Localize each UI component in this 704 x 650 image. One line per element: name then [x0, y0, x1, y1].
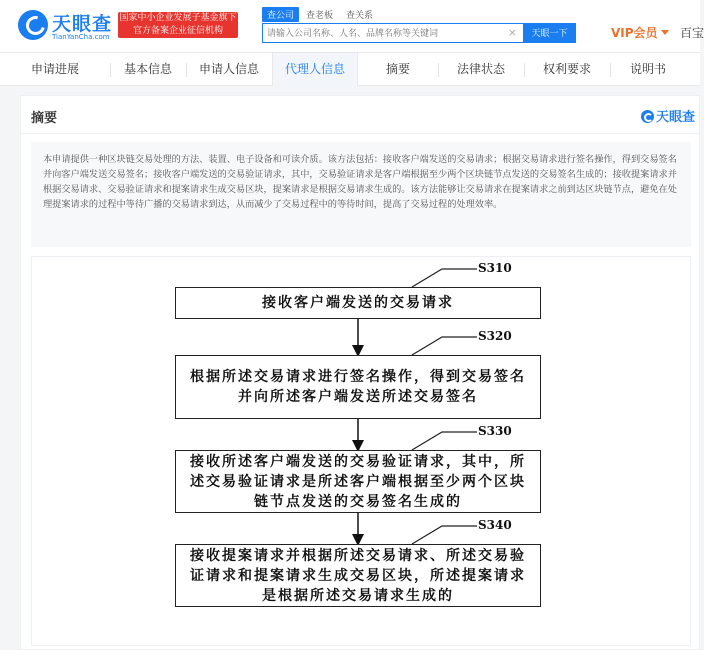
label-leader-line: [412, 269, 477, 287]
abstract-box: [31, 142, 691, 247]
top-header: [0, 0, 704, 53]
step-box-s320: 根据所述交易请求进行签名操作，得到交易签名并向所述客户端发送所述交易签名: [175, 355, 541, 419]
tab-legal-status[interactable]: 法律状态: [456, 62, 505, 76]
tab-basic-info[interactable]: 基本信息: [123, 62, 172, 76]
abstract-header: [21, 96, 701, 134]
logo-eye-icon: [641, 110, 654, 123]
logo-eye-icon: [18, 10, 48, 40]
patent-nav: [0, 53, 700, 86]
tab-description[interactable]: 说明书: [629, 62, 666, 76]
tianyancha-logo[interactable]: [18, 9, 116, 45]
abstract-panel: [20, 95, 700, 650]
flowchart: [32, 257, 692, 647]
search-tab-relation[interactable]: 查关系: [346, 11, 374, 21]
step-label-s310: S310: [478, 261, 512, 275]
label-leader-line: [412, 337, 477, 355]
brand-watermark: [641, 106, 695, 125]
tab-claims[interactable]: 权利要求: [542, 62, 591, 76]
step-label-s330: S330: [478, 424, 512, 438]
tab-applicant-info[interactable]: 申请人信息: [198, 62, 259, 76]
tab-agent-info[interactable]: 代理人信息: [272, 53, 358, 86]
clear-icon[interactable]: ×: [507, 26, 517, 39]
vip-menu[interactable]: [611, 24, 669, 41]
step-label-s340: S340: [478, 518, 512, 532]
vip-label: VIP会员: [611, 26, 658, 40]
tab-abstract[interactable]: 摘要: [385, 62, 410, 76]
section-title: 摘要: [31, 111, 58, 126]
step-box-s330: 接收所述客户端发送的交易验证请求，其中，所述交易验证请求是所述客户端根据至少两个区块链节点发送的交易签名生成的: [175, 450, 541, 513]
baike-link[interactable]: 百宝: [680, 26, 704, 40]
search-button[interactable]: 天眼一下: [523, 23, 576, 43]
abstract-figure[interactable]: [31, 256, 691, 646]
tab-application-progress[interactable]: 申请进展: [30, 62, 79, 76]
step-label-s320: S320: [478, 329, 512, 343]
search-box: [262, 23, 524, 43]
logo-domain: TianYanCha.com: [52, 33, 110, 41]
brand-text: 天眼查: [655, 110, 695, 125]
gov-badge-line2: 官方备案企业征信机构: [132, 26, 223, 36]
logo-text: 天眼查: [52, 13, 113, 35]
gov-badge-line1: 国家中小企业发展子基金旗下: [119, 13, 237, 23]
label-leader-line: [412, 526, 477, 544]
chevron-down-icon: [661, 30, 669, 35]
search-tab-boss[interactable]: 查老板: [306, 11, 334, 21]
search-input[interactable]: [267, 26, 507, 41]
step-box-s340: 接收提案请求并根据所述交易请求、所述交易验证请求和提案请求生成交易区块，所述提案请求是根据所述交易请求生成的: [175, 544, 541, 607]
label-leader-line: [412, 432, 477, 450]
gov-badge: [118, 12, 238, 38]
search-tab-company[interactable]: 查公司: [262, 7, 299, 22]
step-box-s310: 接收客户端发送的交易请求: [175, 287, 541, 319]
abstract-text: 本申请提供一种区块链交易处理的方法、装置、电子设备和可读介质。该方法包括：接收客户端发送的交易请求；根据交易请求进行签名操作，得到交易签名并向客户端发送交易签名；接收客户端发送的交易验证请求，其中，交易验证请求是客户端根据至少两个区块链节点发送的交易签名生成的；接收提案请求并根据交易请求、交易验证请求和提案请求生成交易区块，提案请求是根据交易请求生成的。该方法能够让交易请求在提案请求之前到达区块链节点，避免在处理提案请求的过程中等待广播的交易请求到达，从而减少了交易过程中的等待时间，提高了交易过程的处理效率。: [43, 154, 677, 210]
